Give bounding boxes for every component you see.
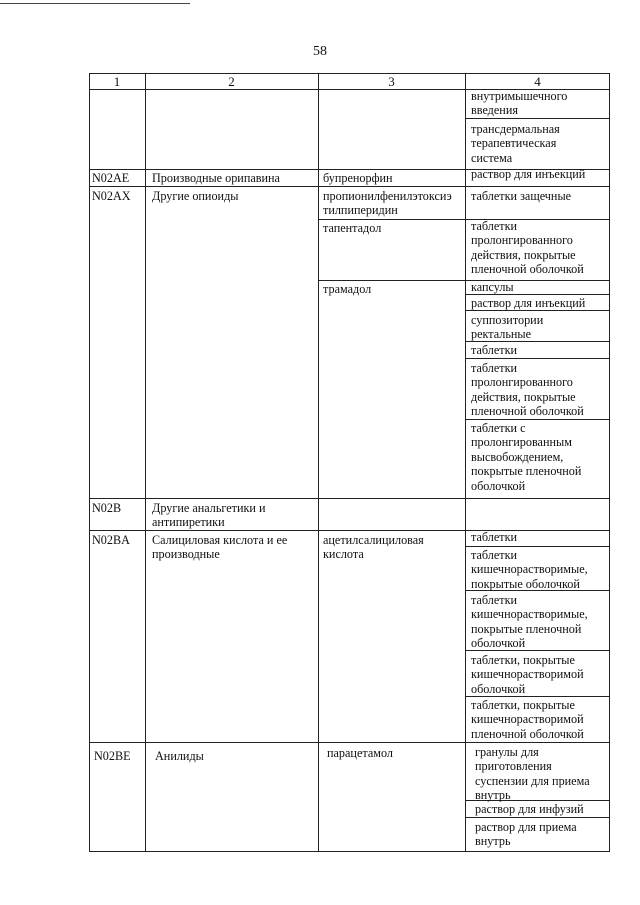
header-col-4: 4 (534, 74, 541, 89)
dosage-form-cell: таблетки кишечнорастворимые, покрытые оболочкой (471, 548, 588, 591)
dosage-form-cell: раствор для инъекций (471, 167, 586, 181)
dosage-form-cell: раствор для приема внутрь (475, 820, 577, 849)
atc-code-cell: N02B (92, 501, 122, 515)
dosage-form-cell: таблетки (471, 343, 518, 357)
group-name-cell: Анилиды (155, 749, 204, 763)
group-name-cell: Другие анальгетики и антипиретики (152, 501, 266, 530)
dosage-form-cell: таблетки пролонгированного действия, покрытые пленочной оболочкой (471, 219, 584, 277)
dosage-form-cell: таблетки, покрытые кишечнорастворимой пленочной оболочкой (471, 698, 584, 741)
dosage-form-cell: таблетки пролонгированного действия, покрытые пленочной оболочкой (471, 361, 584, 419)
row-line (465, 546, 610, 547)
col-divider-3 (465, 73, 466, 852)
dosage-form-cell: капсулы (471, 280, 514, 294)
header-col-1: 1 (113, 74, 121, 89)
header-col-2: 2 (228, 74, 235, 89)
atc-code-cell: N02BA (92, 533, 130, 547)
row-line (89, 530, 610, 531)
group-name-cell: Салициловая кислота и ее производные (152, 533, 288, 562)
header-col-3: 3 (388, 74, 395, 89)
col-divider-1 (145, 73, 146, 852)
dosage-form-cell: раствор для инфузий (475, 802, 584, 816)
row-line (89, 742, 610, 743)
group-name-cell: Производные орипавина (152, 171, 280, 185)
row-line (89, 186, 610, 187)
dosage-form-cell: суппозитории ректальные (471, 313, 544, 342)
dosage-form-cell: внутримышечного введения (471, 89, 568, 118)
substance-cell: ацетилсалициловая кислота (323, 533, 424, 562)
row-line (318, 280, 610, 281)
group-name-cell: Другие опиоиды (152, 189, 239, 203)
row-line (465, 118, 610, 119)
row-line (465, 817, 610, 818)
dosage-form-cell: таблетки, покрытые кишечнорастворимой оболочкой (471, 653, 584, 696)
substance-cell: пропионилфенилэтоксиэ тилпиперидин (323, 189, 452, 218)
substance-cell: трамадол (323, 282, 372, 296)
dosage-form-cell: раствор для инъекций (471, 296, 586, 310)
atc-code-cell: N02AX (92, 189, 131, 203)
dosage-form-cell: таблетки с пролонгированным высвобождением, покрытые пленочной оболочкой (471, 421, 582, 493)
atc-code-cell: N02AE (92, 171, 130, 185)
page-number: 58 (313, 44, 327, 59)
substance-cell: парацетамол (327, 746, 393, 760)
row-line (465, 419, 610, 420)
atc-code-cell: N02BE (94, 749, 131, 763)
scan-artifact-top (0, 3, 190, 4)
dosage-form-cell: гранулы для приготовления суспензии для приема внутрь (475, 745, 590, 803)
substance-cell: бупренорфин (323, 171, 393, 185)
dosage-form-cell: таблетки кишечнорастворимые, покрытые пленочной оболочкой (471, 593, 588, 651)
col-divider-2 (318, 73, 319, 852)
row-line (465, 358, 610, 359)
dosage-form-cell: таблетки защечные (471, 189, 572, 203)
row-line (89, 498, 610, 499)
substance-cell: тапентадол (323, 221, 382, 235)
dosage-form-cell: таблетки (471, 530, 518, 544)
dosage-form-cell: трансдермальная терапевтическая система (471, 122, 560, 165)
